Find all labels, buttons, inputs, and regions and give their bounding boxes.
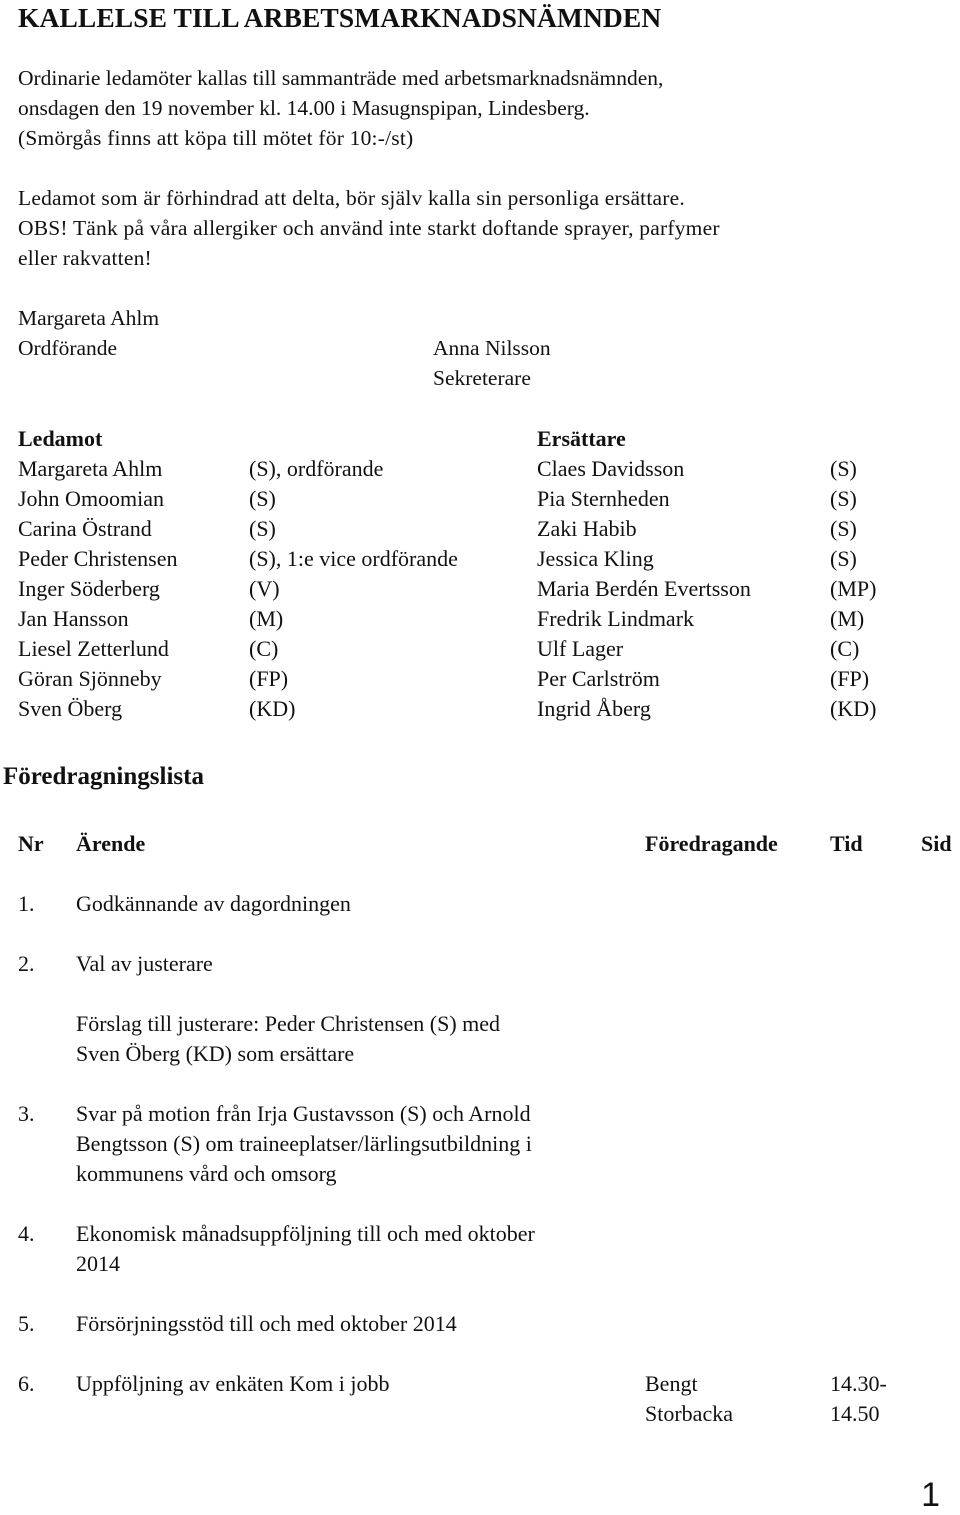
agenda-item-text: Godkännande av dagordningen (76, 891, 351, 916)
substitutes-header: Ersättare (537, 426, 626, 451)
member-party: (S), ordförande (249, 456, 384, 481)
agenda-item-nr: 5. (18, 1311, 35, 1336)
substitute-party: (MP) (830, 576, 877, 601)
intro-line-3: (Smörgås finns att köpa till mötet för 10:-/st) (18, 126, 414, 150)
agenda-item-text: Försörjningsstöd till och med oktober 2014 (76, 1311, 457, 1336)
member-name: Liesel Zetterlund (18, 636, 169, 661)
agenda-item-note: Sven Öberg (KD) som ersättare (76, 1041, 355, 1066)
agenda-item-text: 2014 (76, 1251, 120, 1276)
intro-line-5: OBS! Tänk på våra allergiker och använd inte starkt doftande sprayer, parfymer (18, 216, 720, 240)
agenda-col-time: Tid (830, 831, 863, 856)
member-party: (S), 1:e vice ordförande (249, 546, 458, 571)
intro-line-1: Ordinarie ledamöter kallas till sammanträde med arbetsmarknadsnämnden, (18, 66, 664, 90)
substitute-name: Zaki Habib (537, 516, 637, 541)
intro-line-6: eller rakvatten! (18, 246, 152, 270)
agenda-item-text: Ekonomisk månadsuppföljning till och med oktober (76, 1221, 535, 1246)
substitute-party: (S) (830, 456, 857, 481)
agenda-item-time: 14.30- (830, 1371, 887, 1396)
agenda-col-page: Sid (921, 831, 952, 856)
agenda-item-text: Val av justerare (76, 951, 213, 976)
intro-line-4: Ledamot som är förhindrad att delta, bör själv kalla sin personliga ersättare. (18, 186, 685, 210)
agenda-item-text: Svar på motion från Irja Gustavsson (S) och Arnold (76, 1101, 531, 1126)
agenda-col-item: Ärende (76, 831, 146, 856)
member-name: Margareta Ahlm (18, 456, 163, 481)
substitute-party: (S) (830, 516, 857, 541)
page-number: 1 (921, 1476, 940, 1514)
substitute-name: Per Carlström (537, 666, 660, 691)
substitute-name: Claes Davidsson (537, 456, 685, 481)
agenda-item-nr: 2. (18, 951, 35, 976)
agenda-item-text: Uppföljning av enkäten Kom i jobb (76, 1371, 390, 1396)
substitute-party: (KD) (830, 696, 877, 721)
substitute-name: Pia Sternheden (537, 486, 670, 511)
substitute-party: (FP) (830, 666, 870, 691)
member-party: (KD) (249, 696, 296, 721)
agenda-item-presenter: Storbacka (645, 1401, 733, 1426)
agenda-item-note: Förslag till justerare: Peder Christensen (S) med (76, 1011, 501, 1036)
member-name: John Omoomian (18, 486, 165, 511)
members-header: Ledamot (18, 426, 103, 451)
secretary-name: Anna Nilsson (433, 336, 551, 360)
member-name: Carina Östrand (18, 516, 152, 541)
member-name: Inger Söderberg (18, 576, 160, 601)
substitute-name: Maria Berdén Evertsson (537, 576, 751, 601)
agenda-item-text: Bengtsson (S) om traineeplatser/lärlingsutbildning i (76, 1131, 532, 1156)
intro-line-2: onsdagen den 19 november kl. 14.00 i Masugnspipan, Lindesberg. (18, 96, 590, 120)
substitute-party: (C) (830, 636, 860, 661)
agenda-col-nr: Nr (18, 831, 44, 856)
member-party: (M) (249, 606, 284, 631)
substitute-party: (M) (830, 606, 865, 631)
substitute-name: Jessica Kling (537, 546, 654, 571)
agenda-item-text: kommunens vård och omsorg (76, 1161, 337, 1186)
substitute-name: Fredrik Lindmark (537, 606, 695, 631)
chair-role: Ordförande (18, 336, 118, 360)
agenda-item-nr: 3. (18, 1101, 35, 1126)
member-name: Jan Hansson (18, 606, 129, 631)
agenda-item-nr: 1. (18, 891, 35, 916)
substitute-party: (S) (830, 546, 857, 571)
member-party: (C) (249, 636, 279, 661)
substitute-name: Ingrid Åberg (537, 696, 651, 721)
member-party: (V) (249, 576, 280, 601)
agenda-item-time: 14.50 (830, 1401, 880, 1426)
agenda-col-presenter: Föredragande (645, 831, 778, 856)
agenda-item-nr: 4. (18, 1221, 35, 1246)
agenda-item-presenter: Bengt (645, 1371, 698, 1396)
secretary-role: Sekreterare (433, 366, 531, 390)
member-party: (FP) (249, 666, 289, 691)
substitute-party: (S) (830, 486, 857, 511)
agenda-item-nr: 6. (18, 1371, 35, 1396)
chair-name: Margareta Ahlm (18, 306, 160, 330)
member-name: Göran Sjönneby (18, 666, 162, 691)
member-party: (S) (249, 516, 276, 541)
member-name: Sven Öberg (18, 696, 123, 721)
document-title: KALLELSE TILL ARBETSMARKNADSNÄMNDEN (18, 2, 662, 33)
substitute-name: Ulf Lager (537, 636, 624, 661)
member-party: (S) (249, 486, 276, 511)
agenda-heading: Föredragningslista (3, 763, 204, 790)
member-name: Peder Christensen (18, 546, 178, 571)
